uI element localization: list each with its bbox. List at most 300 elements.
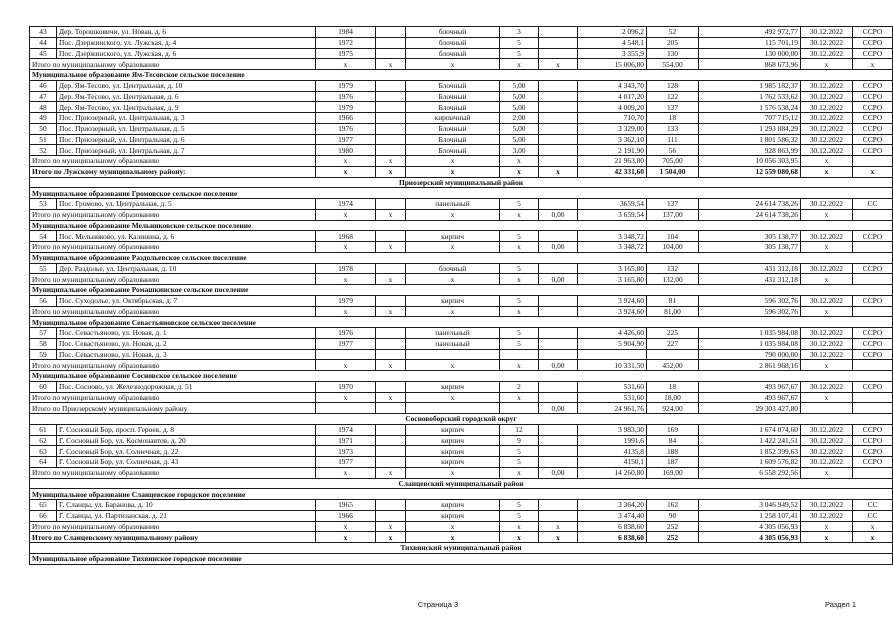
table-cell: х	[801, 467, 853, 478]
table-cell	[539, 435, 578, 446]
table-cell: 2 096,2	[578, 27, 647, 38]
table-cell: 3 348,72	[578, 242, 647, 253]
table-cell: 5	[500, 338, 539, 349]
table-cell: кирпич	[406, 295, 500, 306]
table-cell: 30.12.2022	[801, 145, 853, 156]
subtotal-row	[30, 274, 893, 285]
table-cell: 30.12.2022	[801, 134, 853, 145]
table-cell: х	[406, 306, 500, 317]
table-cell: 30.12.2022	[801, 446, 853, 457]
table-cell: 1 293 884,29	[699, 123, 801, 134]
subtotal-row	[30, 360, 893, 371]
table-cell	[539, 263, 578, 274]
table-cell: Г. Сосновый Бор, ул. Солнечная, д. 43	[57, 457, 316, 468]
municipality-header-row	[30, 317, 893, 328]
table-cell: 5	[500, 446, 539, 457]
table-cell: 30.12.2022	[801, 510, 853, 521]
table-row	[30, 263, 893, 274]
table-cell: х	[500, 360, 539, 371]
table-cell: 14 260,80	[578, 467, 647, 478]
table-cell: х	[376, 360, 406, 371]
table-cell: ССРО	[853, 446, 893, 457]
table-cell	[853, 274, 893, 285]
table-cell	[316, 403, 376, 414]
table-row	[30, 123, 893, 134]
table-cell: х	[853, 59, 893, 70]
table-cell: 46	[30, 80, 57, 91]
table-cell: блочный	[406, 263, 500, 274]
municipality-title: Муниципальное образование Мельниковское сельское поселение	[30, 220, 893, 231]
table-cell: 4150,1	[578, 457, 647, 468]
table-cell: 1972	[316, 37, 376, 48]
subtotal-row	[30, 521, 893, 532]
table-cell: 64	[30, 457, 57, 468]
table-row	[30, 457, 893, 468]
table-cell: 122	[647, 91, 699, 102]
table-cell: х	[801, 360, 853, 371]
table-cell: 1976	[316, 91, 376, 102]
subtotal-row	[30, 306, 893, 317]
table-cell: Дер. Ям-Тесово, ул. Центральная, д. 6	[57, 91, 316, 102]
table-cell: 5	[500, 457, 539, 468]
table-cell: 554,00	[647, 59, 699, 70]
table-cell: х	[539, 521, 578, 532]
table-cell: Пос. Громово, ул. Центральная, д. 5	[57, 199, 316, 210]
table-cell: блочный	[406, 27, 500, 38]
table-cell: 3 364,20	[578, 500, 647, 511]
table-cell: 30.12.2022	[801, 102, 853, 113]
table-cell	[376, 27, 406, 38]
table-cell: СС	[853, 500, 893, 511]
table-cell: 5,00	[500, 123, 539, 134]
table-cell: 705,00	[647, 156, 699, 167]
table-cell: 56	[30, 295, 57, 306]
table-cell	[853, 467, 893, 478]
table-cell	[539, 80, 578, 91]
table-cell: ССРО	[853, 338, 893, 349]
table-cell: х	[316, 166, 376, 177]
table-cell: 5	[500, 500, 539, 511]
table-cell: 1976	[316, 123, 376, 134]
table-cell: 45	[30, 48, 57, 59]
table-cell: х	[406, 467, 500, 478]
table-cell: 30.12.2022	[801, 123, 853, 134]
table-cell: 3 983,30	[578, 424, 647, 435]
table-cell	[539, 349, 578, 360]
table-cell: 30.12.2022	[801, 199, 853, 210]
table-cell: 1974	[316, 199, 376, 210]
table-cell: 1968	[316, 231, 376, 242]
table-cell: 1974	[316, 424, 376, 435]
table-cell: 1970	[316, 381, 376, 392]
table-cell	[376, 102, 406, 113]
table-cell: х	[406, 360, 500, 371]
table-cell: 169	[647, 424, 699, 435]
table-cell: х	[801, 156, 853, 167]
table-cell: х	[406, 209, 500, 220]
table-cell: х	[801, 532, 853, 543]
table-cell	[539, 102, 578, 113]
table-cell: х	[376, 521, 406, 532]
table-cell: 4 017,20	[578, 91, 647, 102]
table-cell: 115 701,19	[699, 37, 801, 48]
municipality-title: Муниципальное образование Раздольевское сельское поселение	[30, 252, 893, 263]
table-cell: 225	[647, 328, 699, 339]
table-cell: кирпич	[406, 231, 500, 242]
table-cell: 1 258 107,41	[699, 510, 801, 521]
table-cell: 137	[647, 199, 699, 210]
table-cell	[376, 381, 406, 392]
table-cell: х	[376, 532, 406, 543]
table-cell: Пос. Мельниково, ул. Калинина, д. 6	[57, 231, 316, 242]
table-cell: х	[853, 521, 893, 532]
table-cell: 12	[500, 424, 539, 435]
table-cell	[539, 91, 578, 102]
table-cell: 1979	[316, 295, 376, 306]
table-cell: ССРО	[853, 295, 893, 306]
table-cell: 3 046 949,52	[699, 500, 801, 511]
table-cell: 252	[647, 521, 699, 532]
municipality-title: Муниципальное образование Сосновское сельское поселение	[30, 371, 893, 382]
table-cell	[406, 403, 500, 414]
total-label: Итого по муниципальному образованию	[30, 467, 316, 478]
table-cell	[376, 424, 406, 435]
table-cell: 1966	[316, 113, 376, 124]
table-cell: кирпичный	[406, 113, 500, 124]
table-row	[30, 199, 893, 210]
district-header-row	[30, 414, 893, 425]
table-cell: ССРО	[853, 231, 893, 242]
table-cell: 1 035 984,08	[699, 338, 801, 349]
table-row	[30, 435, 893, 446]
table-cell	[376, 295, 406, 306]
table-cell: 3 924,60	[578, 295, 647, 306]
table-cell: 0,00	[539, 242, 578, 253]
table-cell: х	[801, 274, 853, 285]
table-cell: 4 009,20	[578, 102, 647, 113]
table-cell: х	[500, 467, 539, 478]
table-cell	[376, 113, 406, 124]
table-cell: 493 967,67	[699, 381, 801, 392]
table-cell: 130 000,00	[699, 48, 801, 59]
table-row	[30, 134, 893, 145]
table-cell: Дер. Ям-Тесово, ул. Центральная, д. 10	[57, 80, 316, 91]
table-cell: 55	[30, 263, 57, 274]
table-cell: панельный	[406, 199, 500, 210]
table-cell: Пос. Севастьяново, ул. Новая, д. 3	[57, 349, 316, 360]
table-cell: 1984	[316, 27, 376, 38]
table-cell	[539, 295, 578, 306]
table-cell: 53	[30, 199, 57, 210]
table-cell: 18	[647, 113, 699, 124]
table-row	[30, 48, 893, 59]
table-cell: 2,00	[500, 113, 539, 124]
table-cell: 61	[30, 424, 57, 435]
table-cell: 104	[647, 231, 699, 242]
table-cell	[539, 392, 578, 403]
table-cell: х	[376, 242, 406, 253]
table-cell: 531,60	[578, 381, 647, 392]
table-cell: 15 006,80	[578, 59, 647, 70]
table-cell: ССРО	[853, 123, 893, 134]
table-cell: Блочный	[406, 80, 500, 91]
table-cell	[539, 37, 578, 48]
municipality-title: Муниципальное образование Ромашкинское сельское поселение	[30, 285, 893, 296]
table-cell: 18	[647, 381, 699, 392]
table-cell: кирпич	[406, 510, 500, 521]
table-cell: 30.12.2022	[801, 80, 853, 91]
total-label: Итого по Приозерскому муниципальному району	[30, 403, 316, 414]
table-cell: панельный	[406, 338, 500, 349]
table-cell	[500, 349, 539, 360]
table-cell	[539, 338, 578, 349]
total-label: Итого по муниципальному образованию	[30, 242, 316, 253]
table-cell: х	[500, 166, 539, 177]
table-cell: ССРО	[853, 457, 893, 468]
table-cell: 30.12.2022	[801, 37, 853, 48]
table-cell: ССРО	[853, 424, 893, 435]
table-cell: 790 000,00	[699, 349, 801, 360]
table-cell	[853, 403, 893, 414]
table-cell: 596 302,76	[699, 295, 801, 306]
table-cell: ССРО	[853, 91, 893, 102]
table-cell	[376, 403, 406, 414]
table-cell: ССРО	[853, 48, 893, 59]
table-cell: х	[406, 532, 500, 543]
table-row	[30, 424, 893, 435]
table-cell	[539, 328, 578, 339]
municipality-header-row	[30, 220, 893, 231]
table-cell: х	[406, 156, 500, 167]
table-cell	[539, 27, 578, 38]
table-cell: 30.12.2022	[801, 263, 853, 274]
table-cell: 30.12.2022	[801, 113, 853, 124]
table-cell: Пос. Приозерный, ул. Центральная, д. 5	[57, 123, 316, 134]
municipality-header-row	[30, 188, 893, 199]
table-cell: 1 504,00	[647, 166, 699, 177]
table-cell	[647, 349, 699, 360]
table-cell: Дер. Ям-Тесово, ул. Центральная, д. 9	[57, 102, 316, 113]
table-cell: 51	[30, 134, 57, 145]
table-cell: 0,00	[539, 209, 578, 220]
table-cell: Блочный	[406, 123, 500, 134]
table-cell: 596 302,76	[699, 306, 801, 317]
table-cell: ССРО	[853, 435, 893, 446]
table-cell: 3 348,72	[578, 231, 647, 242]
table-cell: 5	[500, 328, 539, 339]
table-cell: 137	[647, 102, 699, 113]
table-cell: 6 558 292,56	[699, 467, 801, 478]
total-label: Итого по Лужскому муниципальному району:	[30, 166, 316, 177]
table-cell: Г. Сосновый Бор, просп. Героев, д. 8	[57, 424, 316, 435]
table-cell: 1973	[316, 446, 376, 457]
table-cell: 24 614 738,26	[699, 199, 801, 210]
table-cell: блочный	[406, 48, 500, 59]
table-cell: х	[376, 59, 406, 70]
table-cell: 48	[30, 102, 57, 113]
table-cell: 52	[647, 27, 699, 38]
table-cell	[539, 113, 578, 124]
table-cell: 531,60	[578, 392, 647, 403]
table-cell: 60	[30, 381, 57, 392]
table-cell: 30.12.2022	[801, 457, 853, 468]
table-cell: 431 312,18	[699, 263, 801, 274]
table-cell: 30.12.2022	[801, 435, 853, 446]
table-cell: х	[316, 521, 376, 532]
table-cell: 5	[500, 510, 539, 521]
table-cell: х	[316, 209, 376, 220]
table-cell: кирпич	[406, 457, 500, 468]
subtotal-row	[30, 156, 893, 167]
table-cell: 0,00	[539, 274, 578, 285]
table-cell: 162	[647, 500, 699, 511]
total-label: Итого по муниципальному образованию	[30, 209, 316, 220]
subtotal-row	[30, 467, 893, 478]
table-cell: Г. Сосновый Бор, ул. Космонавтов, д. 20	[57, 435, 316, 446]
table-cell: 81	[647, 295, 699, 306]
table-cell: 924,00	[647, 403, 699, 414]
table-cell: 65	[30, 500, 57, 511]
table-cell: 305 138,77	[699, 231, 801, 242]
table-cell: СС	[853, 510, 893, 521]
table-cell: 2	[500, 381, 539, 392]
table-cell: 452,00	[647, 360, 699, 371]
table-cell: 5,00	[500, 91, 539, 102]
table-cell: х	[801, 521, 853, 532]
table-cell: 30.12.2022	[801, 424, 853, 435]
table-cell: 1 801 586,32	[699, 134, 801, 145]
table-cell: х	[500, 242, 539, 253]
table-cell: 1977	[316, 134, 376, 145]
table-cell: 6 838,60	[578, 532, 647, 543]
district-total-row	[30, 532, 893, 543]
table-cell: 3 165,80	[578, 263, 647, 274]
table-cell: х	[500, 274, 539, 285]
subtotal-row	[30, 242, 893, 253]
table-cell: Блочный	[406, 102, 500, 113]
table-cell: х	[500, 532, 539, 543]
table-cell: 49	[30, 113, 57, 124]
table-cell	[376, 80, 406, 91]
table-cell: 4 305 056,93	[699, 532, 801, 543]
table-cell	[539, 199, 578, 210]
table-cell: 5,00	[500, 134, 539, 145]
table-cell	[376, 510, 406, 521]
table-cell	[376, 231, 406, 242]
table-cell: х	[801, 392, 853, 403]
table-cell	[376, 134, 406, 145]
table-cell: ССРО	[853, 328, 893, 339]
table-row	[30, 102, 893, 113]
table-cell: Г. Сланцы, ул. Баранова, д. 10	[57, 500, 316, 511]
total-label: Итого по муниципальному образованию	[30, 392, 316, 403]
table-cell: 18,00	[647, 392, 699, 403]
table-cell: 5,00	[500, 102, 539, 113]
table-cell: 57	[30, 328, 57, 339]
table-cell: 5	[500, 263, 539, 274]
table-cell: ССРО	[853, 145, 893, 156]
table-cell: х	[376, 392, 406, 403]
table-cell	[853, 392, 893, 403]
page-number: Страница 3	[417, 600, 459, 609]
table-cell: х	[406, 242, 500, 253]
table-cell: х	[500, 59, 539, 70]
table-cell	[539, 156, 578, 167]
table-cell: х	[801, 242, 853, 253]
table-cell: х	[539, 532, 578, 543]
table-cell: 1977	[316, 338, 376, 349]
table-cell: 59	[30, 349, 57, 360]
table-row	[30, 80, 893, 91]
table-cell: 0,00	[539, 467, 578, 478]
table-cell: 44	[30, 37, 57, 48]
table-cell: 52	[30, 145, 57, 156]
table-cell: 0,00	[539, 403, 578, 414]
table-cell: 24 614 738,26	[699, 209, 801, 220]
table-cell: 3 165,80	[578, 274, 647, 285]
table-row	[30, 510, 893, 521]
table-cell	[539, 500, 578, 511]
table-cell: х	[801, 209, 853, 220]
table-cell: 30.12.2022	[801, 500, 853, 511]
table-row	[30, 231, 893, 242]
district-header-row	[30, 177, 893, 188]
table-cell: х	[316, 59, 376, 70]
housing-register-table	[29, 26, 893, 565]
table-cell: 1975	[316, 48, 376, 59]
table-cell: 50	[30, 123, 57, 134]
table-cell	[376, 123, 406, 134]
table-cell	[376, 349, 406, 360]
table-cell: 54	[30, 231, 57, 242]
table-cell: 133	[647, 123, 699, 134]
table-cell	[539, 134, 578, 145]
table-cell	[376, 446, 406, 457]
table-cell: 130	[647, 48, 699, 59]
table-row	[30, 500, 893, 511]
table-cell: 3 329,00	[578, 123, 647, 134]
table-cell: 1980	[316, 145, 376, 156]
table-cell: 81,00	[647, 306, 699, 317]
table-cell: 0,00	[539, 360, 578, 371]
table-cell: х	[316, 242, 376, 253]
table-cell: ССРО	[853, 113, 893, 124]
table-cell: 3 924,60	[578, 306, 647, 317]
table-cell	[316, 349, 376, 360]
municipality-title: Муниципальное образование Ям-Тесовское сельское поселение	[30, 70, 893, 81]
table-cell: Пос. Севастьяново, ул. Новая, д. 2	[57, 338, 316, 349]
table-cell	[539, 306, 578, 317]
table-cell	[853, 242, 893, 253]
table-cell: 3 474,40	[578, 510, 647, 521]
table-cell: 188	[647, 446, 699, 457]
table-cell: кирпич	[406, 500, 500, 511]
table-cell: 169,00	[647, 467, 699, 478]
table-cell	[539, 123, 578, 134]
table-cell: 2 191,90	[578, 145, 647, 156]
table-cell: кирпич	[406, 446, 500, 457]
table-row	[30, 113, 893, 124]
table-cell: 5	[500, 295, 539, 306]
table-cell: 66	[30, 510, 57, 521]
district-total-row	[30, 166, 893, 177]
table-cell: Блочный	[406, 91, 500, 102]
table-cell: 30.12.2022	[801, 295, 853, 306]
table-cell: х	[500, 156, 539, 167]
table-cell: 63	[30, 446, 57, 457]
table-cell	[578, 349, 647, 360]
table-cell: ССРО	[853, 27, 893, 38]
